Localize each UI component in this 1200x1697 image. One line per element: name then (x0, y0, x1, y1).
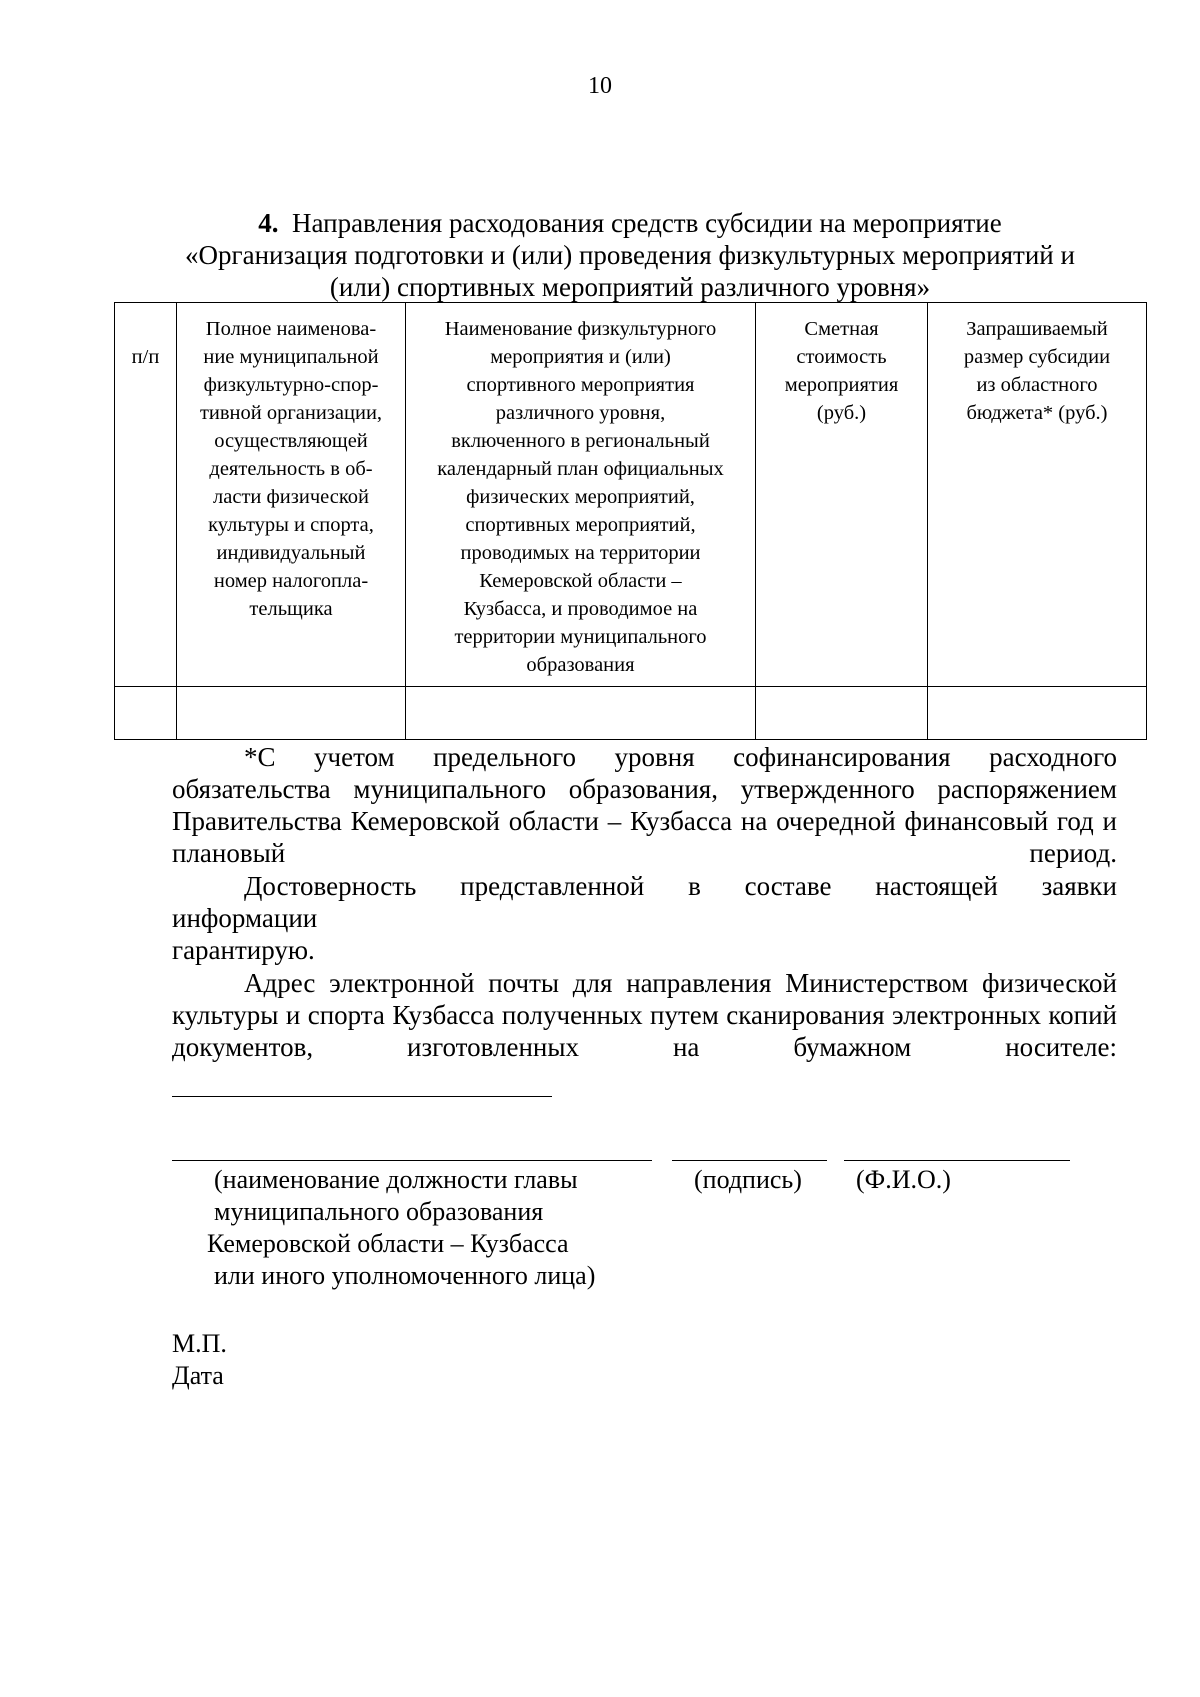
section-title-text: Направления расходования средств субсидии на мероприятие (292, 208, 1002, 238)
reliability-line-1: Достоверность представленной в составе настоящей заявки (244, 871, 1117, 901)
section-title-line-3: (или) спортивных мероприятий различного уровня» (329, 272, 931, 302)
email-input-line[interactable] (172, 1096, 552, 1097)
table-row (115, 687, 1147, 740)
date-label: Дата (172, 1361, 224, 1390)
section-number: 4. (258, 208, 279, 238)
page-number: 10 (588, 73, 612, 99)
reliability-line-2: информации (172, 903, 318, 933)
full-name-label: (Ф.И.О.) (856, 1165, 951, 1194)
signature-label: (подпись) (694, 1165, 802, 1194)
table-cell[interactable] (406, 687, 756, 740)
expenditure-table (114, 302, 1147, 740)
position-label-line-2: муниципального образования (214, 1197, 544, 1226)
position-label-line-3: Кемеровской области – Кузбасса (207, 1229, 569, 1258)
section-title-line-2: «Организация подготовки и (или) проведения физкультурных мероприятий и (185, 240, 1075, 270)
stamp-label: М.П. (172, 1329, 227, 1358)
header-organization-cell: Полное наименова- ние муниципальной физкультурно-спор- тивной организации, осуществляющей деятельность в об- ласти физической культуры и спорта, индивидуальный номер налогопла- тельщика (177, 303, 406, 687)
header-event-cell: Наименование физкультурного мероприятия и (или) спортивного мероприятия различного уровня, включенного в региональный календарный план официальных физических мероприятий, спортивных мероприятий, проводимых на территории Кемеровской области – Кузбасса, и проводимое на территории муниципального образования (406, 303, 756, 687)
email-paragraph: Адрес электронной почты для направления Министерством физической культуры и спорта Кузбасса полученных путем сканирования электронных копий документов, изготовленных на бумажном носителе: (172, 968, 1117, 1062)
footnote-paragraph: *С учетом предельного уровня софинансирования расходного обязательства муниципального образования, утвержденного распоряжением Правительства Кемеровской области – Кузбасса на очередной финансовый год и плановый период. (172, 742, 1117, 868)
header-number-cell: п/п (115, 303, 177, 687)
reliability-line-3: гарантирую. (172, 935, 315, 965)
position-label-line-1: (наименование должности главы (214, 1165, 578, 1194)
position-label-line-4: или иного уполномоченного лица) (214, 1261, 596, 1290)
table-header-row (115, 303, 1147, 687)
position-signature-line[interactable] (172, 1160, 652, 1161)
table-cell[interactable] (756, 687, 928, 740)
section-title-line-1 (110, 207, 1150, 239)
table-cell[interactable] (115, 687, 177, 740)
table-cell[interactable] (928, 687, 1147, 740)
header-cost-cell: Сметная стоимость мероприятия (руб.) (756, 303, 928, 687)
table-cell[interactable] (177, 687, 406, 740)
signature-line[interactable] (672, 1160, 827, 1161)
name-line[interactable] (844, 1160, 1070, 1161)
header-subsidy-cell: Запрашиваемый размер субсидии из областного бюджета* (руб.) (928, 303, 1147, 687)
